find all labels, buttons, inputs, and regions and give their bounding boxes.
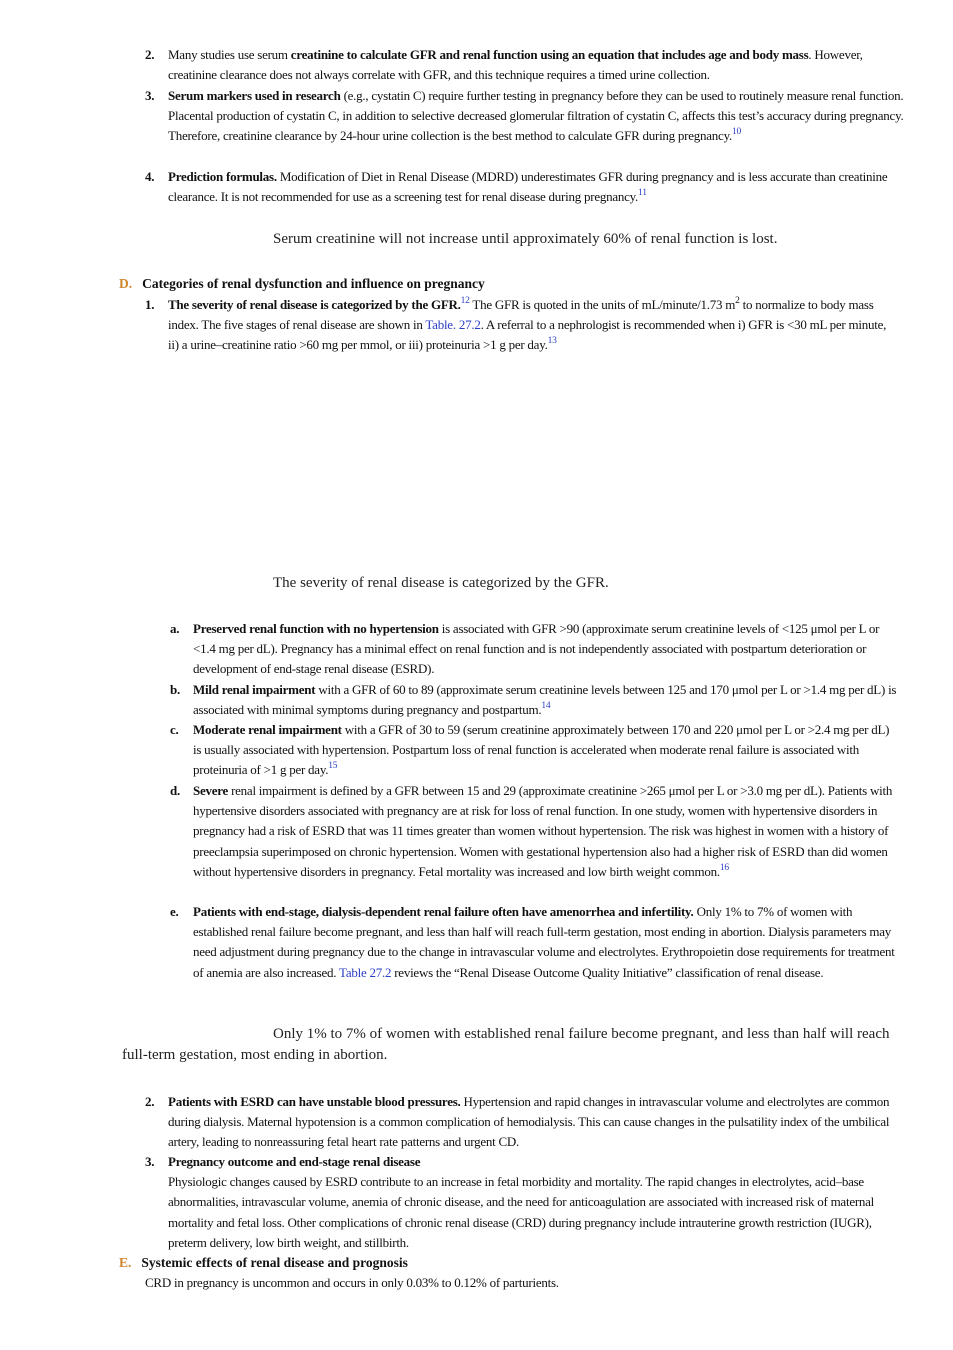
pull-quote-creatinine: Serum creatinine will not increase until approximately 60% of renal function is lost. xyxy=(273,231,778,247)
item-letter: e. xyxy=(170,904,179,919)
section-d-heading xyxy=(119,274,899,294)
list-item-3-top: 3. Serum markers used in research (e.g., cystatin C) require further testing in pregnancy before they can be used to routinely measure renal function. Placental production of cystatin C, in addition to selective decreased glomerular filtration of cystatin C, affects this test’s accuracy during pregnancy. Therefore, creatinine clearance by 24-hour urine collection is the best method to calculate GFR during pregnancy.$^{10}$ xyxy=(145,88,904,144)
reference-link-14[interactable]: 14 xyxy=(541,701,551,712)
item-letter: b. xyxy=(170,682,180,697)
list-item-2-top: 2. Many studies use serum creatinine to calculate GFR and renal function using an equation that includes age and body mass. However, creatinine clearance does not always correlate with GFR, and this technique requires a timed urine collection. xyxy=(145,47,863,83)
reference-link-13[interactable]: 13 xyxy=(547,336,557,347)
item-number: 3. xyxy=(145,88,155,103)
list-item-1-section-d: 1. The severity of renal disease is categorized by the GFR.$^{12}$ The GFR is quoted in the units of mL/minute/1.73 $m^2$ to normalize to body mass index. The five stages of renal disease are shown in Table. 27.2. A referral to a nephrologist is recommended when i) GFR is <30 mL per minute, ii) a urine–creatinine ratio >60 mg per mmol, or iii) proteinuria >1 g per day.$^{13}$ xyxy=(145,296,887,353)
list-item-d: d. Severe renal impairment is defined by a GFR between 15 and 29 (approximate creatinine >265 μmol per L or >3.0 mg per dL). Patients with hypertensive disorders associated with pregnancy are at risk for loss of renal function. In one study, women with hypertensive disorders in pregnancy had a risk of ESRD that was 11 times greater than women without hypertension. The risk was highest in women with a history of preeclampsia superimposed on chronic hypertension. Women with gestational hypertension also had a higher risk of ESRD than did women without hypertensive disorders in pregnancy. Fetal mortality was increased and low birth weight common.$^{16}$ xyxy=(170,783,893,879)
section-title: Systemic effects of renal disease and prognosis xyxy=(141,1255,408,1270)
item-letter: c. xyxy=(170,722,179,737)
table-link[interactable]: Table 27.2 xyxy=(339,964,392,980)
section-title: Categories of renal dysfunction and influence on pregnancy xyxy=(142,276,485,291)
item-letter: d. xyxy=(170,783,180,798)
section-letter: D. xyxy=(119,276,133,291)
list-item-4-top: 4. Prediction formulas. Modification of Diet in Renal Disease (MDRD) underestimates GFR during pregnancy and is less accurate than creatinine clearance. It is not recommended for use as a screening test for renal disease during pregnancy.$^{11}$ xyxy=(145,169,888,205)
table-link[interactable]: Table. 27.2 xyxy=(425,317,481,333)
pull-quote-severity: The severity of renal disease is categorized by the GFR. xyxy=(273,575,609,591)
item-number: 1. xyxy=(145,297,155,312)
reference-link-12[interactable]: 12 xyxy=(460,296,470,306)
list-item-e: e. Patients with end-stage, dialysis-dependent renal failure often have amenorrhea and infertility. Only 1% to 7% of women with established renal failure become pregnant, and less than half will reach full-term gestation, most ending in abortion. Dialysis parameters may need adjustment during pregnancy due to the change in intravascular volume and electrolytes. Erythropoietin dose requirements for treatment of anemia are also increased. Table 27.2 reviews the “Renal Disease Outcome Quality Initiative” classification of renal disease. xyxy=(170,904,895,980)
reference-link-11[interactable]: 11 xyxy=(638,188,647,199)
item-number: 2. xyxy=(145,1094,155,1109)
section-letter: E. xyxy=(119,1255,132,1270)
item-number: 2. xyxy=(145,47,155,62)
list-item-2-bottom: 2. Patients with ESRD can have unstable blood pressures. Hypertension and rapid changes in intravascular volume and electrolytes are common during dialysis. Maternal hypotension is a common complication of hemodialysis. This can cause changes in the pulsatility index of the umbilical artery, leading to nonreassuring fetal heart rate patterns and urgent CD. xyxy=(145,1094,890,1150)
list-item-a: a. Preserved renal function with no hypertension is associated with GFR >90 (approximate serum creatinine levels of <125 μmol per L or <1.4 mg per dL). Pregnancy has a minimal effect on renal function and is not independently associated with postpartum deterioration or development of end-stage renal disease (ESRD). xyxy=(170,621,880,677)
reference-link-16[interactable]: 16 xyxy=(719,862,729,873)
reference-link-10[interactable]: 10 xyxy=(731,127,741,138)
item-number: 3. xyxy=(145,1154,155,1169)
list-item-3-bottom: 3. Pregnancy outcome and end-stage renal disease Physiologic changes caused by ESRD contribute to an increase in fetal morbidity and mortality. The rapid changes in electrolytes, acid–base abnormalities, intravascular volume, anemia of chronic disease, and the need for anticoagulation are associated with increased risk of maternal mortality and fetal loss. Other complications of chronic renal disease (CRD) during pregnancy include intrauterine growth restriction (IUGR), preterm delivery, low birth weight, and stillbirth. xyxy=(145,1154,875,1250)
pull-quote-pregnancy-rate: Only 1% to 7% of women with established renal failure become pregnant, and less than half will reach full-term gestation, most ending in abortion. xyxy=(122,1026,890,1063)
list-item-c: c. Moderate renal impairment with a GFR of 30 to 59 (serum creatinine approximately between 170 and 220 μmol per L or >2.4 mg per dL) is usually associated with hypertension. Postpartum loss of renal function is accelerated when moderate renal failure is associated with proteinuria of >1 g per day.$^{15}$ xyxy=(170,722,890,778)
item-number: 4. xyxy=(145,169,155,184)
section-e-text: CRD in pregnancy is uncommon and occurs in only 0.03% to 0.12% of parturients. xyxy=(145,1275,559,1290)
reference-link-15[interactable]: 15 xyxy=(328,761,338,772)
section-e-heading xyxy=(119,1253,899,1273)
item-letter: a. xyxy=(170,621,180,636)
list-item-b: b. Mild renal impairment with a GFR of 60 to 89 (approximate serum creatinine levels between 125 and 170 μmol per L or >1.4 mg per dL) is associated with minimal symptoms during pregnancy and postpartum.$^{14}$ xyxy=(170,682,897,718)
